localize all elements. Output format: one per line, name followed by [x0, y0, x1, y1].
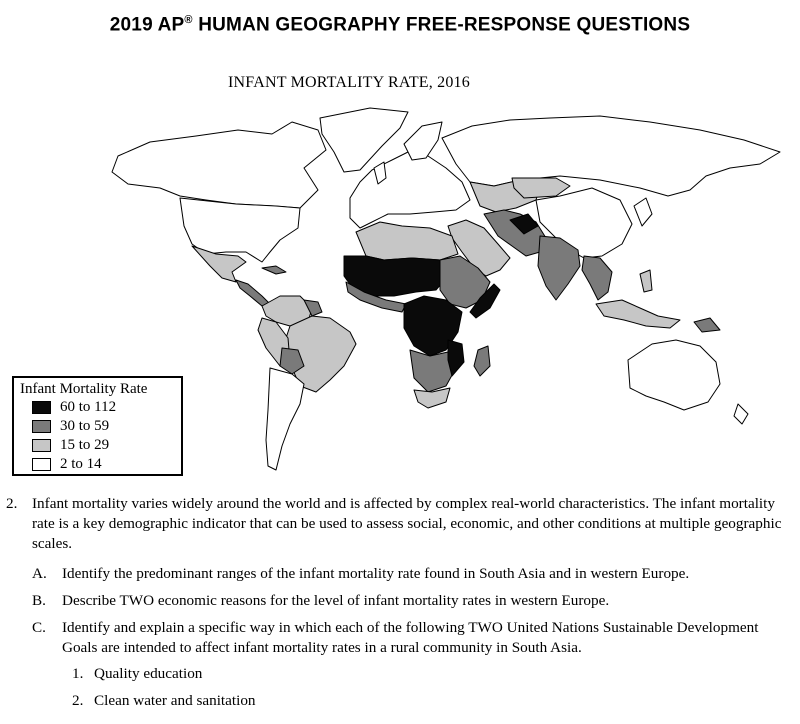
legend-swatch [32, 458, 51, 471]
part-letter: C. [32, 619, 46, 636]
region-southern-cone [266, 368, 304, 470]
region-madagascar [474, 346, 490, 376]
goal-text: Clean water and sanitation [94, 692, 256, 709]
region-japan [634, 198, 652, 226]
goal-text: Quality education [94, 665, 203, 682]
part-text: Identify the predominant ranges of the infant mortality rate found in South Asia and in western Europe. [62, 565, 690, 582]
question-prompt: Infant mortality varies widely around the world and is affected by complex real-world characteristics. The infant mortality rate is a key demographic indicator that can be used to assess social, economic, and other conditions at multiple geographic scales. [32, 495, 782, 552]
region-indonesia [596, 300, 680, 328]
region-southeast-asia [582, 256, 612, 300]
question-part-c [32, 618, 784, 658]
goal-item [72, 691, 672, 711]
region-mozambique [448, 340, 464, 376]
goal-number: 1. [72, 665, 84, 682]
header-title-suffix: HUMAN GEOGRAPHY FREE-RESPONSE QUESTIONS [192, 14, 691, 36]
legend-item [32, 455, 175, 474]
question-2 [6, 494, 792, 554]
header-title-prefix: 2019 AP [109, 14, 185, 36]
goal-item [72, 664, 672, 684]
question-number: 2. [6, 495, 18, 512]
question-part-a [32, 564, 792, 584]
legend-swatch [32, 420, 51, 433]
legend-label: 60 to 112 [60, 399, 117, 415]
legend-swatch [32, 401, 51, 414]
region-australia [628, 340, 720, 410]
region-new-zealand [734, 404, 748, 424]
region-russia [442, 116, 780, 196]
part-letter: A. [32, 565, 47, 582]
part-text: Identify and explain a specific way in which each of the following TWO United Nations Sustainable Development Goals are intended to affect infant mortality rates in a rural community in South Asia. [62, 619, 759, 656]
legend-label: 15 to 29 [60, 437, 110, 453]
question-part-b [32, 591, 792, 611]
legend-label: 30 to 59 [60, 418, 110, 434]
part-text: Describe TWO economic reasons for the level of infant mortality rates in western Europe. [62, 592, 610, 609]
region-scandinavia [404, 122, 442, 160]
part-letter: B. [32, 592, 46, 609]
registered-mark: ® [184, 14, 193, 26]
map-legend [12, 376, 183, 476]
legend-label: 2 to 14 [60, 456, 102, 472]
legend-item [32, 398, 175, 417]
legend-item [32, 417, 175, 436]
map-title: INFANT MORTALITY RATE, 2016 [228, 74, 470, 91]
legend-title: Infant Mortality Rate [20, 381, 148, 397]
region-caribbean [262, 266, 286, 274]
region-north-africa [356, 222, 458, 260]
legend-item [32, 436, 175, 455]
region-central-america [236, 280, 270, 306]
region-papua-new-guinea [694, 318, 720, 332]
page-header [0, 14, 800, 36]
region-philippines [640, 270, 652, 292]
goal-number: 2. [72, 692, 84, 709]
legend-swatch [32, 439, 51, 452]
region-mongolia [512, 178, 570, 198]
region-canada-alaska [112, 122, 326, 208]
